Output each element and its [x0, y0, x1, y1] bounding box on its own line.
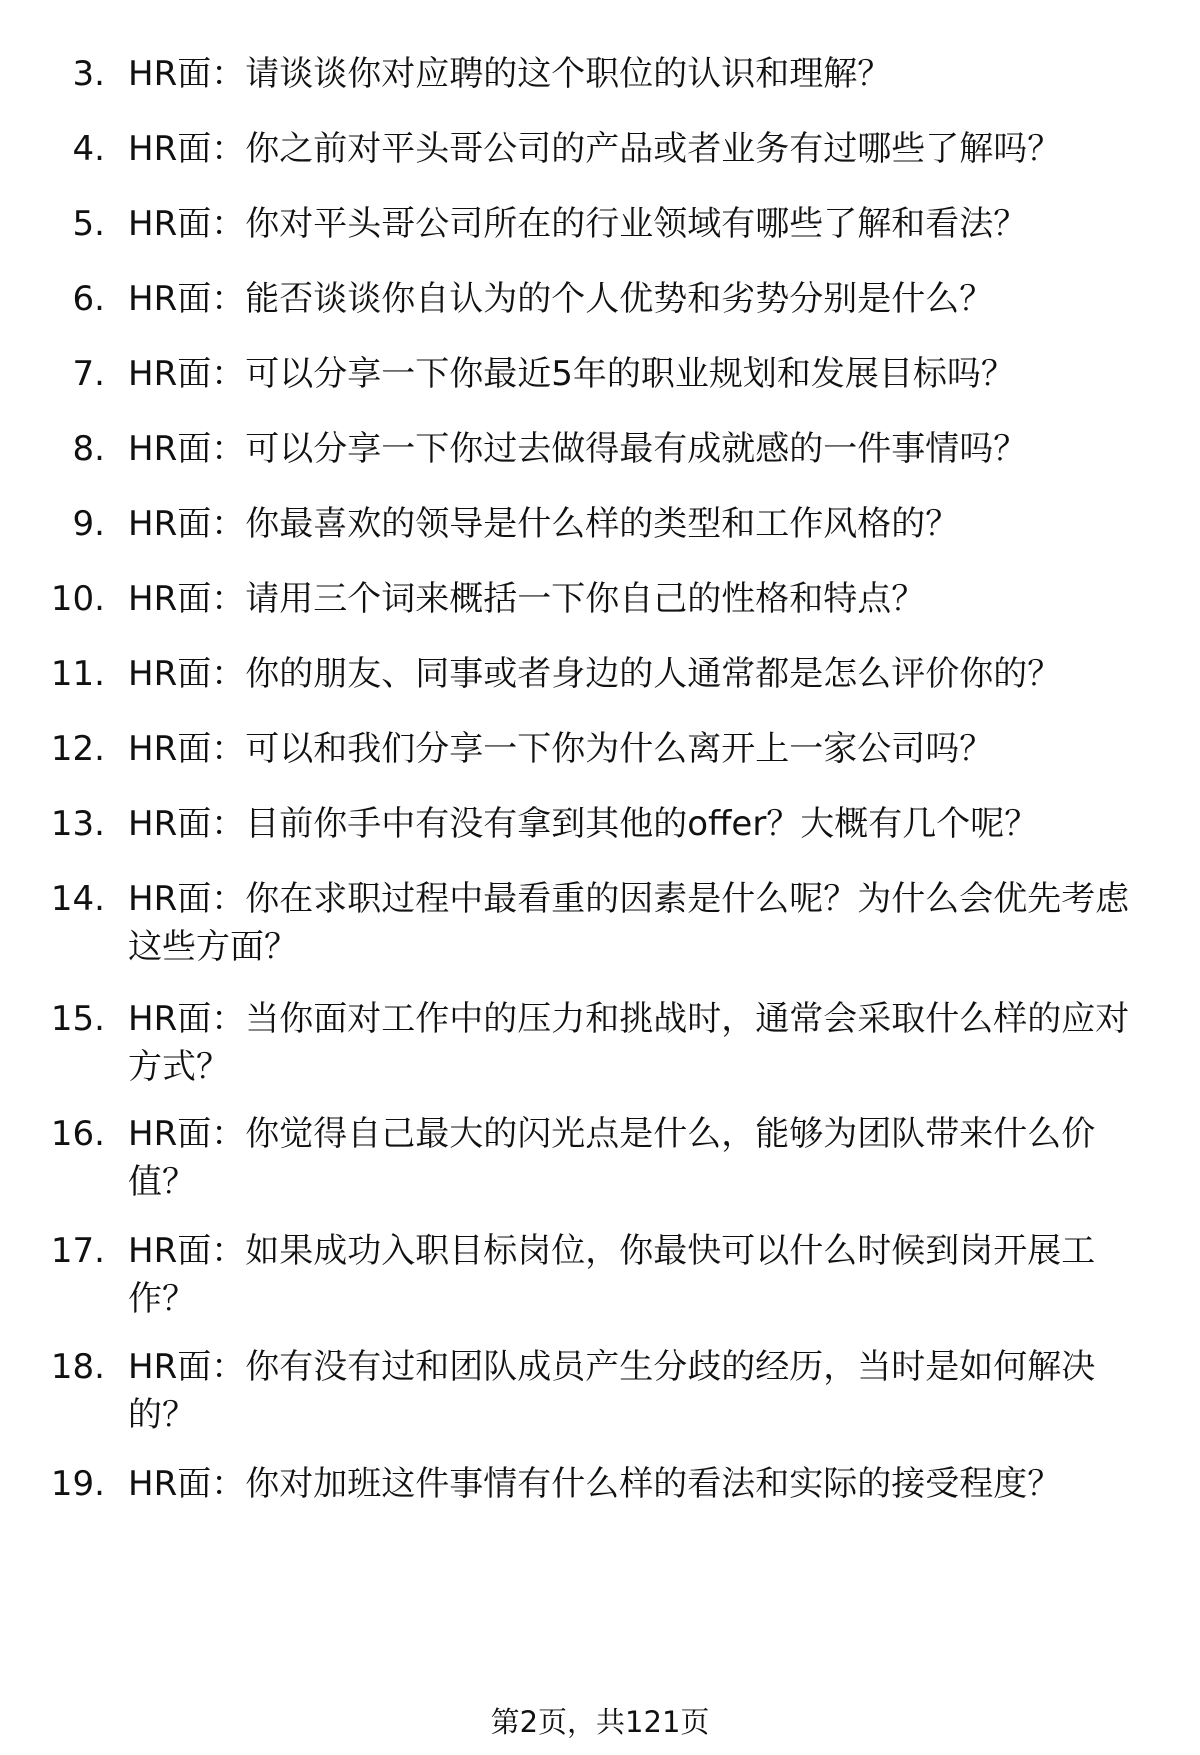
question-text: HR面：如果成功入职目标岗位，你最快可以什么时候到岗开展工作？ — [128, 1231, 1096, 1319]
question-number: 19. — [50, 1464, 105, 1504]
question-number: 11. — [50, 654, 105, 694]
question-number: 17. — [50, 1231, 105, 1271]
question-text: HR面：你最喜欢的领导是什么样的类型和工作风格的？ — [128, 504, 960, 544]
question-text: HR面：目前你手中有没有拿到其他的offer？大概有几个呢？ — [128, 804, 1039, 844]
question-text: HR面：可以分享一下你过去做得最有成就感的一件事情吗？ — [128, 429, 1028, 469]
question-text: HR面：当你面对工作中的压力和挑战时，通常会采取什么样的应对方式？ — [128, 999, 1130, 1087]
question-number: 9. — [72, 504, 105, 544]
question-number: 5. — [72, 204, 105, 244]
question-text: HR面：你对平头哥公司所在的行业领域有哪些了解和看法？ — [128, 204, 1028, 244]
question-number: 4. — [72, 129, 105, 169]
question-text: HR面：你觉得自己最大的闪光点是什么，能够为团队带来什么价值？ — [128, 1114, 1096, 1202]
question-number: 6. — [72, 279, 105, 319]
question-number: 3. — [72, 54, 105, 94]
question-number: 16. — [50, 1114, 105, 1154]
question-text: HR面：你的朋友、同事或者身边的人通常都是怎么评价你的？ — [128, 654, 1062, 694]
question-text: HR面：可以和我们分享一下你为什么离开上一家公司吗？ — [128, 729, 994, 769]
question-text: HR面：你有没有过和团队成员产生分歧的经历，当时是如何解决的？ — [128, 1347, 1096, 1435]
question-number: 14. — [50, 879, 105, 919]
question-number: 10. — [50, 579, 105, 619]
question-text: HR面：你对加班这件事情有什么样的看法和实际的接受程度？ — [128, 1464, 1062, 1504]
question-text: HR面：可以分享一下你最近5年的职业规划和发展目标吗？ — [128, 354, 1015, 394]
question-number: 18. — [50, 1347, 105, 1387]
question-text: HR面：你之前对平头哥公司的产品或者业务有过哪些了解吗？ — [128, 129, 1062, 169]
question-number: 13. — [50, 804, 105, 844]
question-number: 12. — [50, 729, 105, 769]
question-number: 15. — [50, 999, 105, 1039]
question-text: HR面：请谈谈你对应聘的这个职位的认识和理解？ — [128, 54, 892, 94]
page-footer: 第2页，共121页 — [490, 1705, 710, 1739]
question-text: HR面：你在求职过程中最看重的因素是什么呢？为什么会优先考虑这些方面？ — [128, 879, 1130, 967]
question-text: HR面：能否谈谈你自认为的个人优势和劣势分别是什么？ — [128, 279, 994, 319]
question-number: 7. — [72, 354, 105, 394]
question-number: 8. — [72, 429, 105, 469]
question-text: HR面：请用三个词来概括一下你自己的性格和特点？ — [128, 579, 926, 619]
